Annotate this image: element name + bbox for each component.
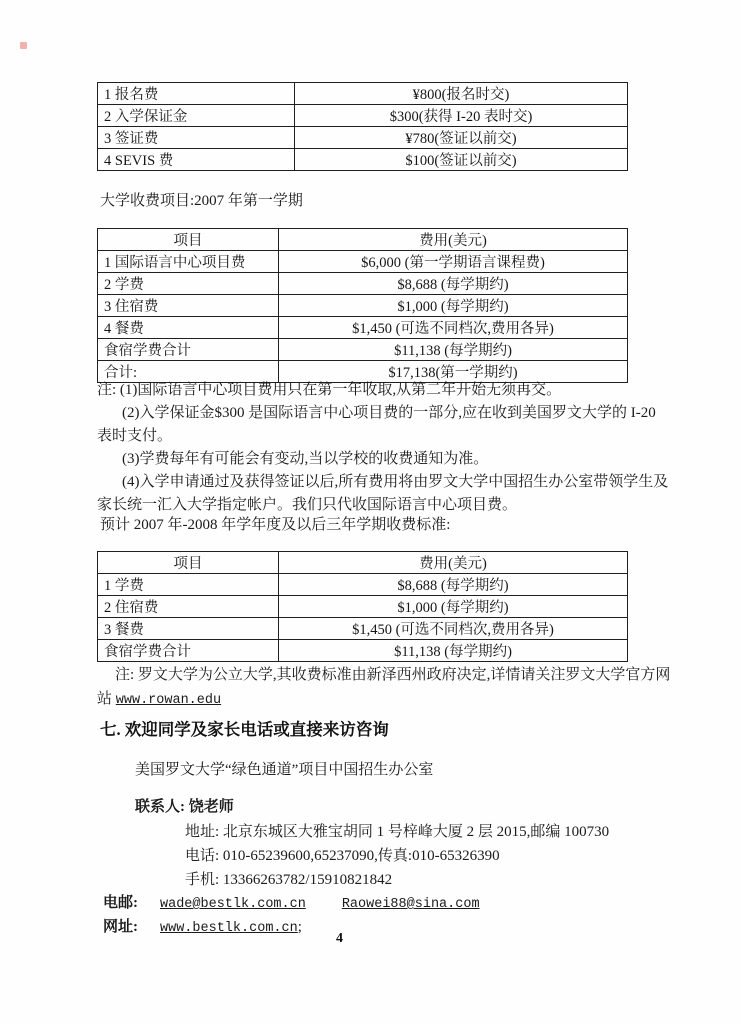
item-cell: 1 学费 xyxy=(98,574,279,596)
email-link-secondary[interactable]: Raowei88@sina.com xyxy=(341,897,480,912)
note-line: (3)学费每年有可能会有变动,当以学校的收费通知为准。 xyxy=(122,451,489,467)
fee-cell: $1,450 (可选不同档次,费用各异) xyxy=(279,317,628,339)
item-header-cell: 项目 xyxy=(98,229,279,251)
fee-cell: $8,688 (每学期约) xyxy=(279,574,628,596)
bestlk-website-link[interactable]: www.bestlk.com.cn xyxy=(160,921,298,936)
public-university-note xyxy=(97,663,671,713)
contact-phone-value: 010-65239600,65237090,传真:010-65326390 xyxy=(222,848,500,864)
contact-mobile-value: 13366263782/15910821842 xyxy=(222,872,393,888)
note-line: 注: 罗文大学为公立大学,其收费标准由新泽西州政府决定,详情请关注罗文大学官方网 xyxy=(115,667,671,683)
contact-mobile-label: 手机: xyxy=(185,872,220,888)
item-cell: 合计: xyxy=(98,361,279,383)
section-title-2007-term: 大学收费项目:2007 年第一学期 xyxy=(100,193,303,209)
contact-person-line xyxy=(135,795,234,816)
item-cell: 4 SEVIS 费 xyxy=(98,149,295,171)
fee-cell: ¥780(签证以前交) xyxy=(295,127,628,149)
item-cell: 3 住宿费 xyxy=(98,295,279,317)
fee-notes-block xyxy=(97,379,669,517)
item-cell: 3 签证费 xyxy=(98,127,295,149)
contact-email-line xyxy=(103,891,480,912)
email-link-primary[interactable]: wade@bestlk.com.cn xyxy=(160,897,306,912)
note-line: (4)入学申请通过及获得签证以后,所有费用将由罗文大学中国招生办公室带领学生及 xyxy=(122,474,669,490)
item-cell: 2 住宿费 xyxy=(98,596,279,618)
contact-address-value: 北京东城区大雅宝胡同 1 号梓峰大厦 2 层 2015,邮编 100730 xyxy=(222,824,610,840)
item-cell: 3 餐费 xyxy=(98,618,279,640)
item-cell: 1 报名费 xyxy=(98,83,295,105)
contact-phone-label: 电话: xyxy=(185,848,220,864)
table-row xyxy=(98,618,628,640)
term-2007-fees-table xyxy=(97,228,628,383)
section-7-heading: 七. 欢迎同学及家长电话或直接来访咨询 xyxy=(100,720,389,739)
table-row xyxy=(98,640,628,662)
note-line: 注: (1)国际语言中心项目费用只在第一年收取,从第二年开始无须再交。 xyxy=(97,382,562,398)
item-cell: 食宿学费合计 xyxy=(98,640,279,662)
table-header-row xyxy=(98,552,628,574)
note-line xyxy=(97,687,649,713)
fee-cell: $1,450 (可选不同档次,费用各异) xyxy=(279,618,628,640)
forecast-fees-table xyxy=(97,551,628,662)
fee-header-cell: 费用(美元) xyxy=(279,229,628,251)
table-row xyxy=(98,273,628,295)
scan-artifact-mark xyxy=(20,42,27,49)
fee-cell: $11,138 (每学期约) xyxy=(279,339,628,361)
fee-cell: $17,138(第一学期约) xyxy=(279,361,628,383)
item-header-cell: 项目 xyxy=(98,552,279,574)
contact-email-label: 电邮: xyxy=(103,895,138,911)
fee-cell: $100(签证以前交) xyxy=(295,149,628,171)
table-row xyxy=(98,596,628,618)
item-cell: 2 学费 xyxy=(98,273,279,295)
contact-person-label: 联系人: xyxy=(135,799,185,815)
contact-website-label: 网址: xyxy=(103,919,138,935)
fee-cell: $1,000 (每学期约) xyxy=(279,295,628,317)
office-name: 美国罗文大学“绿色通道”项目中国招生办公室 xyxy=(135,762,434,778)
contact-website-line xyxy=(103,915,302,936)
website-suffix: ; xyxy=(297,919,302,935)
contact-phone-line xyxy=(185,844,500,865)
table-row xyxy=(98,149,628,171)
table-row xyxy=(98,127,628,149)
table-row xyxy=(98,251,628,273)
fee-cell: $11,138 (每学期约) xyxy=(279,640,628,662)
fee-header-cell: 费用(美元) xyxy=(279,552,628,574)
contact-address-line xyxy=(185,820,609,841)
note-line: 表时支付。 xyxy=(97,428,173,444)
contact-address-label: 地址: xyxy=(185,824,220,840)
table-header-row xyxy=(98,229,628,251)
table-row xyxy=(98,317,628,339)
fee-cell: $6,000 (第一学期语言课程费) xyxy=(279,251,628,273)
prepayment-fees-table xyxy=(97,82,628,171)
item-cell: 2 入学保证金 xyxy=(98,105,295,127)
fee-cell: $8,688 (每学期约) xyxy=(279,273,628,295)
note-line-prefix: 站 xyxy=(97,691,116,707)
table-row xyxy=(98,83,628,105)
page-number: 4 xyxy=(336,931,343,946)
note-line: 家长统一汇入大学指定帐户。我们只代收国际语言中心项目费。 xyxy=(97,497,518,513)
table-row xyxy=(98,105,628,127)
item-cell: 食宿学费合计 xyxy=(98,339,279,361)
contact-mobile-line xyxy=(185,868,392,889)
table-row xyxy=(98,339,628,361)
fee-cell: $1,000 (每学期约) xyxy=(279,596,628,618)
note-line: (2)入学保证金$300 是国际语言中心项目费的一部分,应在收到美国罗文大学的 I-20 xyxy=(122,405,656,421)
fee-cell: $300(获得 I-20 表时交) xyxy=(295,105,628,127)
fee-cell: ¥800(报名时交) xyxy=(295,83,628,105)
item-cell: 1 国际语言中心项目费 xyxy=(98,251,279,273)
forecast-title: 预计 2007 年-2008 年学年度及以后三年学期收费标准: xyxy=(100,517,451,533)
rowan-website-link[interactable]: www.rowan.edu xyxy=(115,693,222,708)
item-cell: 4 餐费 xyxy=(98,317,279,339)
table-row xyxy=(98,295,628,317)
table-row xyxy=(98,574,628,596)
contact-person-value: 饶老师 xyxy=(188,799,234,815)
